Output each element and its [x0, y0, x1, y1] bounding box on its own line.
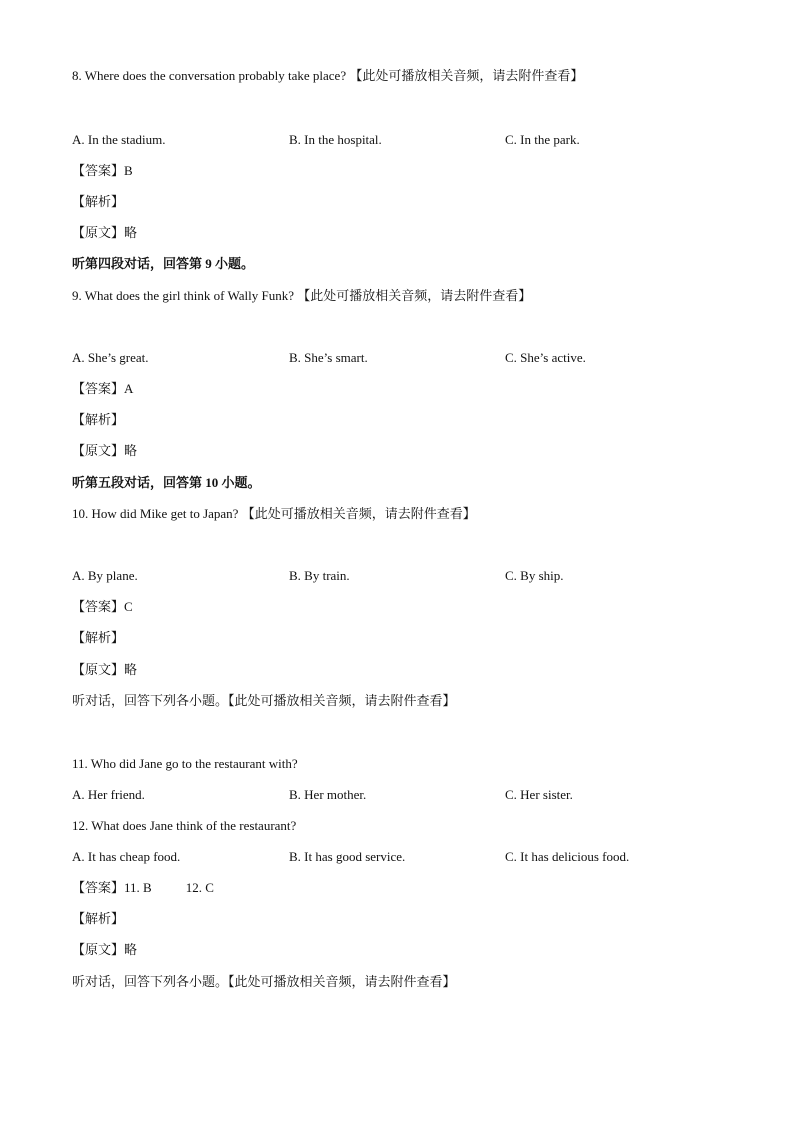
q10-option-c: C. By ship.	[505, 568, 564, 583]
answer-label: 【答案】	[72, 599, 125, 614]
original-value: 略	[124, 225, 138, 240]
original-value: 略	[124, 942, 138, 957]
section-5-heading: 听第五段对话，回答第 10 小题。	[72, 475, 261, 490]
answer-label: 【答案】	[72, 381, 125, 396]
q11-12-analysis-label: 【解析】	[72, 911, 125, 926]
q8-option-c: C. In the park.	[505, 132, 580, 147]
answer-12: 12. C	[185, 880, 214, 895]
answer-label: 【答案】	[72, 880, 125, 895]
original-label: 【原文】	[72, 443, 125, 458]
original-value: 略	[124, 662, 138, 677]
question-10: 10. How did Mike get to Japan? 【此处可播放相关音频，请去附件查看】	[72, 506, 476, 521]
q12-option-c: C. It has delicious food.	[505, 849, 630, 864]
q9-option-b: B. She’s smart.	[289, 350, 368, 365]
q8-option-b: B. In the hospital.	[289, 132, 382, 147]
original-label: 【原文】	[72, 942, 125, 957]
q11-option-b: B. Her mother.	[289, 787, 367, 802]
q9-answer	[72, 381, 133, 397]
q11-12-answer	[72, 880, 214, 896]
q8-original	[72, 225, 137, 241]
q9-analysis-label: 【解析】	[72, 412, 125, 427]
original-label: 【原文】	[72, 225, 125, 240]
q10-answer	[72, 599, 133, 615]
section-4-heading: 听第四段对话，回答第 9 小题。	[72, 256, 255, 271]
answer-11: 11. B	[124, 880, 152, 895]
q11-option-c: C. Her sister.	[505, 787, 573, 802]
q11-option-a: A. Her friend.	[72, 787, 145, 802]
question-12: 12. What does Jane think of the restaurant?	[72, 818, 297, 833]
answer-value: A	[124, 381, 134, 396]
question-8: 8. Where does the conversation probably take place? 【此处可播放相关音频，请去附件查看】	[72, 68, 584, 83]
q10-option-a: A. By plane.	[72, 568, 138, 583]
q12-option-a: A. It has cheap food.	[72, 849, 181, 864]
q9-option-c: C. She’s active.	[505, 350, 586, 365]
q8-option-a: A. In the stadium.	[72, 132, 166, 147]
q10-original	[72, 662, 137, 678]
section-7-heading: 听对话，回答下列各小题。【此处可播放相关音频，请去附件查看】	[72, 974, 456, 989]
question-11: 11. Who did Jane go to the restaurant with?	[72, 756, 298, 771]
q8-analysis-label: 【解析】	[72, 194, 125, 209]
original-value: 略	[124, 443, 138, 458]
q9-option-a: A. She’s great.	[72, 350, 149, 365]
answer-value: C	[124, 599, 133, 614]
answer-label: 【答案】	[72, 163, 125, 178]
question-9: 9. What does the girl think of Wally Funk? 【此处可播放相关音频，请去附件查看】	[72, 288, 532, 303]
q9-original	[72, 443, 137, 459]
q11-12-original	[72, 942, 137, 958]
q8-answer	[72, 163, 133, 179]
q10-option-b: B. By train.	[289, 568, 350, 583]
answer-value: B	[124, 163, 133, 178]
section-6-heading: 听对话，回答下列各小题。【此处可播放相关音频，请去附件查看】	[72, 693, 456, 708]
original-label: 【原文】	[72, 662, 125, 677]
q10-analysis-label: 【解析】	[72, 630, 125, 645]
q12-option-b: B. It has good service.	[289, 849, 406, 864]
